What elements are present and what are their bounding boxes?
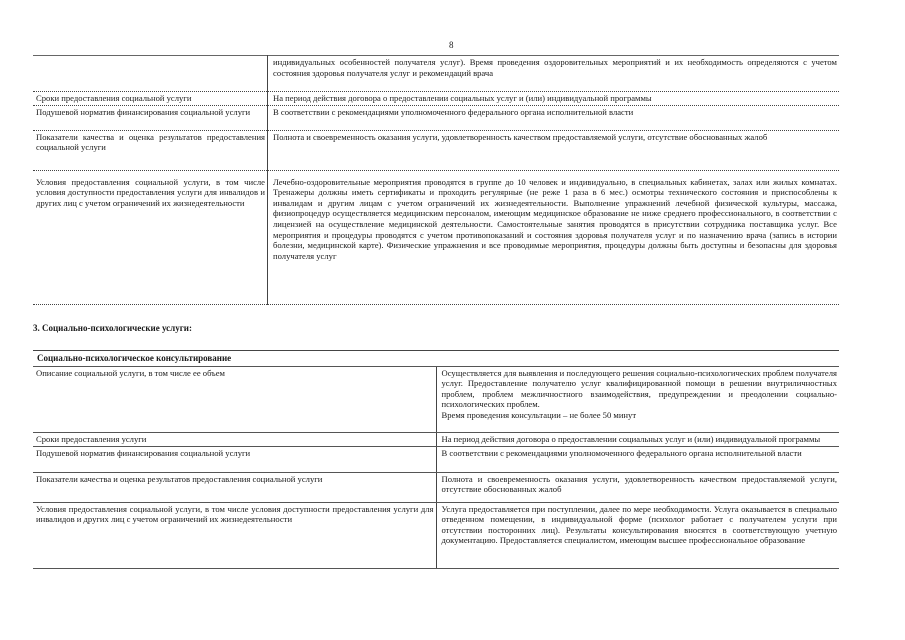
row-text: На период действия договора о предоставлении социальных услуг и (или) индивидуальной программы — [268, 92, 840, 106]
table-row — [33, 105, 839, 130]
table-title-row — [33, 351, 839, 367]
row-text: Лечебно-оздоровительные мероприятия проводятся в группе до 10 человек и индивидуально, в специальных кабинетах, залах или жилых комнатах. Тренажеры должны иметь сертификаты и проходить регулярные (не реже 1 раза в 6 мес.) осмотры технического состояния и приспособлены к инвалидам и другим лицам с учетом ограничений их жизнедеятельности. Выполнение упражнений лечебной физической культуры, массажа, физиопроцедур осуществляется медицинским персоналом, имеющим медицинское образование не ниже среднего профессионального, в соответствии с лицензией на осуществление медицинской деятельности. Самостоятельные занятия проводятся в присутствии сотрудника поставщика услуг. Все мероприятия и процедуры проводятся с учетом противопоказаний и состояния здоровья получателя услуг и по назначению врача (запись в истории болезни, медицинской карте). Физические упражнения и все проводимые мероприятия, процедуры должны быть доступны и безопасны для здоровья получателя услуг — [268, 170, 840, 304]
section-heading: 3. Социально-психологические услуги: — [33, 323, 192, 333]
row-text: В соответствии с рекомендациями уполномоченного федерального органа исполнительной власти — [436, 446, 839, 472]
row-text: индивидуальных особенностей получателя услуг). Время проведения оздоровительных мероприятий и их необходимость определяются с учетом состояния здоровья получателя услуг и рекомендаций врача — [268, 56, 840, 92]
table-row — [33, 130, 839, 170]
row-text: Полнота и своевременность оказания услуги, удовлетворенность качеством предоставляемой услуги, отсутствие обоснованных жалоб — [268, 130, 840, 170]
row-label: Условия предоставления социальной услуги, в том числе условия доступности предоставления услуги для инвалидов и других лиц с учетом ограничений их жизнедеятельности — [33, 170, 268, 304]
row-label: Условия предоставления социальной услуги, в том числе условия доступности предоставления услуги для инвалидов и других лиц с учетом ограничений их жизнедеятельности — [33, 502, 436, 568]
row-text: Осуществляется для выявления и последующего решения социально-психологических проблем получателя услуг. Предоставление получателю услуг квалифицированной помощи в решении внутриличностных проблем, проблем межличностного взаимодействия, предупреждении и преодолении социально-психологических проблем. — [441, 367, 837, 410]
row-text: Услуга предоставляется при поступлении, далее по мере необходимости. Услуга оказывается в специально отведенном помещении, в индивидуальной форме (психолог работает с получателем услуги при отсутствии посторонних лиц). Результаты консультирования вносятся в соответствующую учетную документацию. Предоставляется специалистом, имеющим высшее профессиональное образование — [436, 502, 839, 568]
row-label — [33, 56, 268, 92]
table-row — [33, 366, 839, 432]
row-label: Показатели качества и оценка результатов предоставления социальной услуги — [33, 472, 436, 502]
row-label: Сроки предоставления социальной услуги — [33, 92, 268, 106]
row-text-cell — [436, 366, 839, 432]
row-text: На период действия договора о предоставлении социальных услуг и (или) индивидуальной программы — [436, 432, 839, 446]
row-label: Подушевой норматив финансирования социальной услуги — [33, 446, 436, 472]
row-label: Подушевой норматив финансирования социальной услуги — [33, 105, 268, 130]
table-row — [33, 472, 839, 502]
page-number: 8 — [449, 40, 454, 50]
subsection-title: Социально-психологическое консультирование — [33, 351, 839, 367]
service-table-psychology — [33, 350, 839, 569]
table-row — [33, 92, 839, 106]
row-label: Показатели качества и оценка результатов предоставления социальной услуги — [33, 130, 268, 170]
row-text: В соответствии с рекомендациями уполномоченного федерального органа исполнительной власти — [268, 105, 840, 130]
table-row — [33, 502, 839, 568]
row-label: Сроки предоставления услуги — [33, 432, 436, 446]
row-text: Полнота и своевременность оказания услуги, удовлетворенность качеством предоставляемой услуги, отсутствие обоснованных жалоб — [436, 472, 839, 502]
table-row — [33, 432, 839, 446]
table-row — [33, 446, 839, 472]
row-label: Описание социальной услуги, в том числе ее объем — [33, 366, 436, 432]
row-text-duration: Время проведения консультации – не более 50 минут — [441, 409, 637, 420]
service-table-health — [33, 55, 839, 305]
table-row — [33, 170, 839, 304]
table-row — [33, 56, 839, 92]
